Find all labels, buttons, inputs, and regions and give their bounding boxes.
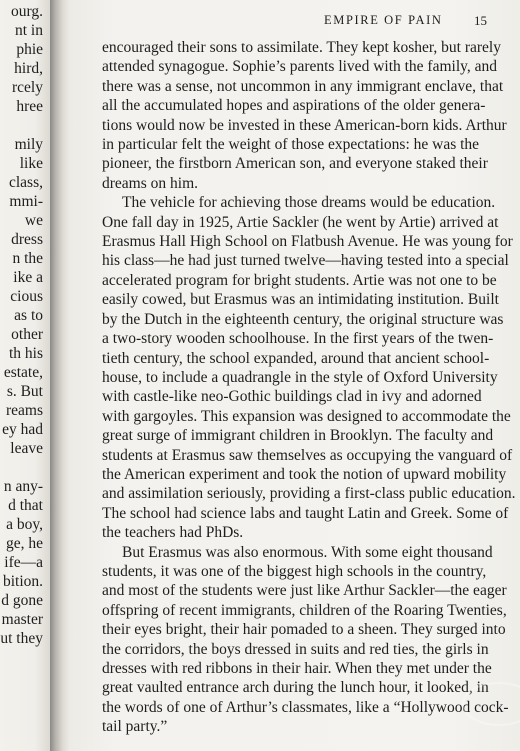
left-page-fragment: s. But	[6, 383, 43, 400]
left-page-fragment: rcely	[12, 79, 43, 96]
text-line: great vaulted entrance arch during the lunch hour, it looked, in	[102, 679, 489, 697]
left-page-fragment: we	[24, 212, 43, 229]
text-line: students, it was one of the biggest high schools in the country,	[102, 562, 487, 580]
text-line: and most of the students were just like Arthur Sackler—the eager	[102, 582, 507, 600]
left-page-fragment: cious	[10, 288, 43, 305]
text-line: with castle-like neo-Gothic buildings clad in ivy and adorned	[102, 388, 482, 406]
left-page-fragment: a boy,	[6, 516, 43, 533]
left-page-fragment: n any-	[3, 478, 43, 495]
body-text	[102, 38, 516, 737]
left-page-fragment: dress	[11, 231, 43, 248]
text-line: The school had science labs and taught Latin and Greek. Some of	[102, 504, 509, 522]
left-page-fragment: hird,	[14, 60, 43, 77]
left-page-fragment: mmi-	[9, 193, 43, 210]
left-page-fragment: estate,	[3, 364, 43, 381]
running-head	[70, 13, 520, 33]
left-page-edge	[0, 0, 50, 751]
left-page-fragment: class,	[8, 174, 43, 191]
text-line: offspring of recent immigrants, children of the Roaring Twenties,	[102, 601, 507, 619]
left-page-fragment: phie	[16, 41, 43, 58]
text-line: a two-story wooden schoolhouse. In the first years of the twen-	[102, 330, 494, 348]
text-line: One fall day in 1925, Artie Sackler (he went by Artie) arrived at	[102, 213, 499, 231]
running-title: EMPIRE OF PAIN	[324, 13, 443, 27]
text-line: the American experiment and took the notion of upward mobility	[102, 465, 507, 483]
left-page-fragment: mily	[14, 136, 43, 153]
text-line: pioneer, the firstborn American son, and everyone staked their	[102, 155, 488, 173]
left-page-fragment: other	[11, 326, 43, 343]
paragraph	[102, 38, 506, 193]
text-line: dreams on him.	[102, 174, 198, 192]
left-page-fragment: reams	[5, 402, 43, 419]
text-line: in particular felt the weight of those expectations: he was the	[102, 136, 480, 154]
left-page-fragment: ge, he	[5, 535, 43, 552]
text-line: the teachers had PhDs.	[102, 524, 244, 542]
text-line: their eyes bright, their hair pomaded to a sheen. They surged into	[102, 621, 506, 639]
left-page-fragment: ourg.	[10, 3, 43, 20]
text-line: students at Erasmus saw themselves as occupying the vanguard of	[102, 446, 513, 464]
left-page-fragment: d gone	[1, 592, 43, 609]
left-page-fragment: th his	[8, 345, 43, 362]
text-line: all the accumulated hopes and aspirations of the older genera-	[102, 97, 486, 115]
text-line: dresses with red ribbons in their hair. When they met under the	[102, 660, 492, 677]
text-line: attended synagogue. Sophie’s parents lived with the family, and	[102, 58, 498, 76]
left-page-fragment: nt in	[15, 22, 43, 39]
text-line: and assimilation seriously, providing a first-class public education.	[102, 485, 516, 503]
text-line: the words of one of Arthur’s classmates, like a “Hollywood cock-	[102, 698, 509, 716]
left-page-fragment: ike a	[13, 269, 43, 286]
paragraph	[102, 543, 509, 737]
text-line: encouraged their sons to assimilate. They kept kosher, but rarely	[102, 39, 501, 56]
text-line: tieth century, the school expanded, around that ancient school-	[102, 349, 490, 367]
text-line: tail party.”	[102, 718, 168, 736]
text-line: Erasmus Hall High School on Flatbush Avenue. He was young for	[102, 233, 513, 251]
left-page-fragment: hree	[16, 98, 43, 115]
text-line: the corridors, the boys dressed in suits and red ties, the girls in	[102, 640, 489, 658]
right-page	[70, 0, 520, 751]
left-page-fragment: ey had	[2, 421, 43, 438]
left-page-fragment: as to	[14, 307, 43, 324]
text-line: accelerated program for bright students. Artie was not one to be	[102, 271, 497, 289]
paragraph	[102, 193, 516, 542]
book-gutter	[50, 0, 70, 751]
left-page-fragment: bition.	[2, 573, 43, 590]
text-line: easily cowed, but Erasmus was an intimidating institution. Built	[102, 291, 499, 309]
left-page-fragment: n the	[12, 250, 43, 267]
left-page-fragment: d that	[8, 497, 43, 514]
text-line: house, to include a quadrangle in the style of Oxford University	[102, 368, 498, 386]
left-page-fragment: master	[1, 611, 43, 628]
text-line: by the Dutch in the eighteenth century, the original structure was	[102, 310, 504, 328]
text-line: tions would now be invested in these American-born kids. Arthur	[102, 116, 507, 134]
text-line: The vehicle for achieving those dreams would be education.	[122, 194, 496, 212]
page-number: 15	[474, 13, 487, 28]
left-page-fragment: ife—a	[4, 554, 43, 571]
text-line: But Erasmus was also enormous. With some eight thousand	[122, 543, 493, 561]
text-line: his class—he had just turned twelve—having tested into a special	[102, 252, 509, 270]
left-page-fragment: like	[19, 155, 43, 172]
left-page-fragment: ut they	[0, 630, 43, 647]
text-line: with gargoyles. This expansion was designed to accommodate the	[102, 407, 511, 425]
text-line: great surge of immigrant children in Brooklyn. The faculty and	[102, 427, 494, 445]
left-page-fragment: leave	[10, 440, 43, 457]
text-line: there was a sense, not uncommon in any immigrant enclave, that	[102, 77, 504, 95]
